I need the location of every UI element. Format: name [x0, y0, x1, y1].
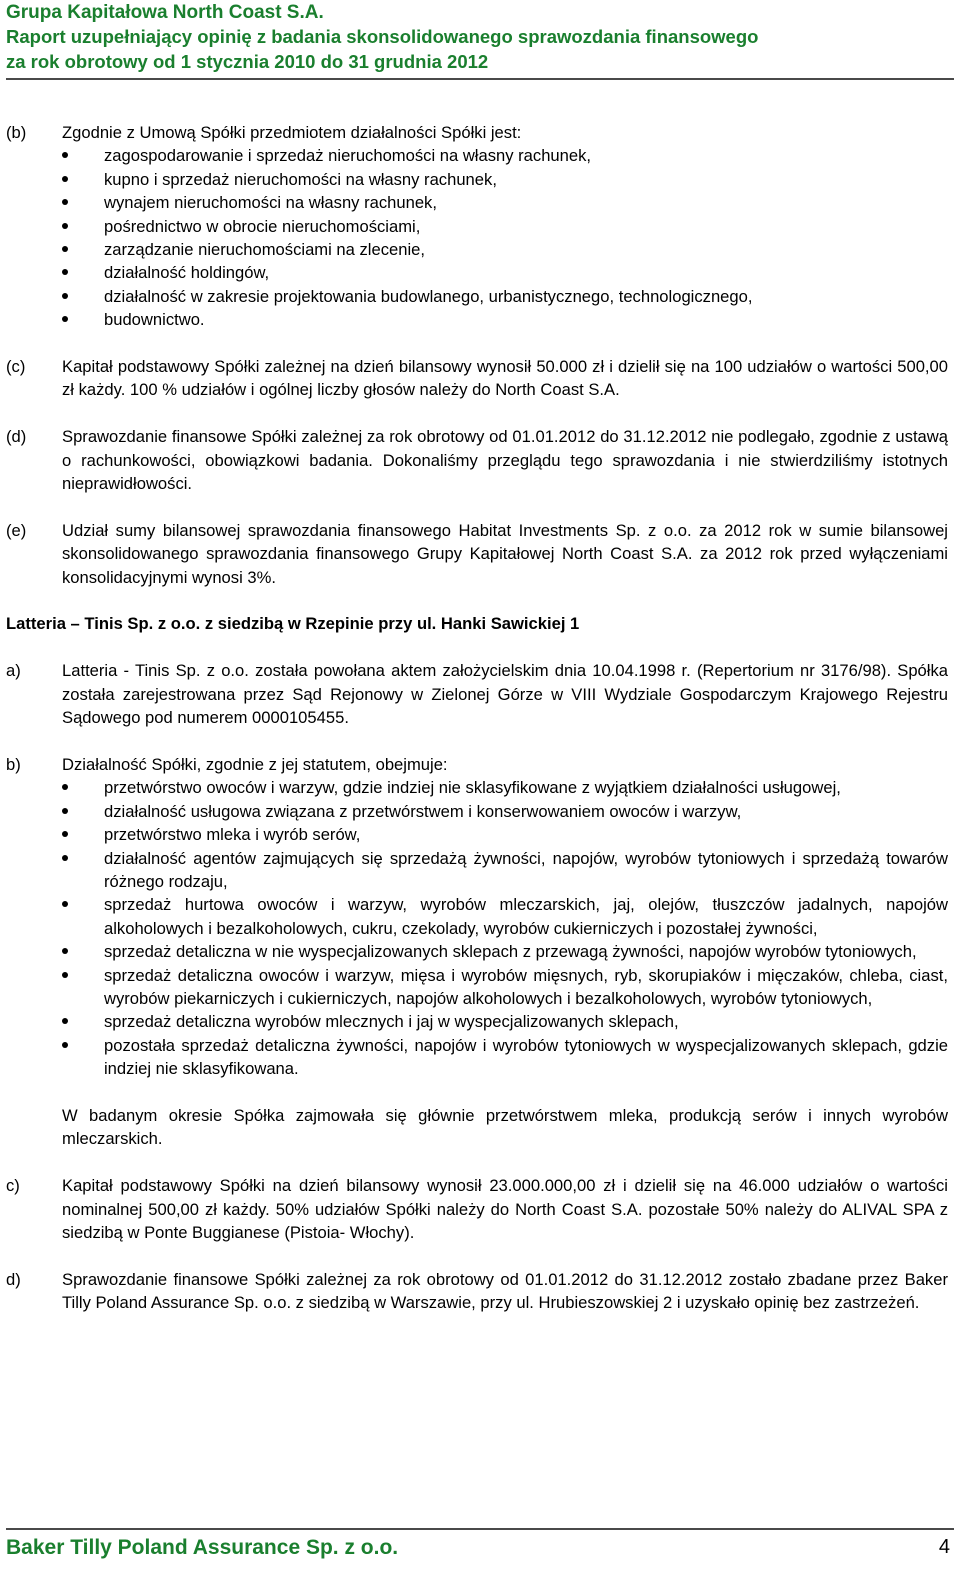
list-item: zarządzanie nieruchomościami na zlecenie,: [62, 238, 948, 261]
bullet-icon: [62, 972, 68, 978]
paragraph-b: [6, 121, 948, 332]
paragraph-text: Sprawozdanie finansowe Spółki zależnej za rok obrotowy od 01.01.2012 do 31.12.2012 zostało zbadane przez Baker Tilly Poland Assurance Sp. o.o. z siedzibą w Warszawie, przy ul. Hrubieszowskiej 2 i uzyskało opinię bez zastrzeżeń.: [62, 1269, 948, 1313]
paragraph-label: b): [6, 754, 21, 774]
list-item: działalność usługowa związana z przetwórstwem i konserwowaniem owoców i warzyw,: [62, 800, 948, 823]
list-item: pozostała sprzedaż detaliczna żywności, napojów i wyrobów tytoniowych w wyspecjalizowanych sklepach, gdzie indziej nie sklasyfikowana.: [62, 1034, 948, 1081]
list-item: budownictwo.: [62, 308, 948, 331]
footer-company: Baker Tilly Poland Assurance Sp. z o.o.: [6, 1536, 399, 1559]
paragraph-b2: [6, 753, 948, 1151]
list-item: działalność holdingów,: [62, 261, 948, 284]
paragraph-label: (e): [6, 520, 27, 540]
bullet-icon: [62, 855, 68, 861]
paragraph-c2: [6, 1174, 948, 1244]
paragraph-text: Udział sumy bilansowej sprawozdania finansowego Habitat Investments Sp. z o.o. za 2012 rok w sumie bilansowej skonsolidowanego sprawozdania finansowego Grupy Kapitałowej North Coast S.A. za 2012 rok przed wyłączeniami konsolidacyjnymi wynosi 3%.: [62, 520, 948, 587]
bullet-icon: [62, 901, 68, 907]
bullet-icon: [62, 293, 68, 299]
list-item: przetwórstwo owoców i warzyw, gdzie indziej nie sklasyfikowane z wyjątkiem działalności usługowej,: [62, 776, 948, 799]
document-body: [6, 118, 948, 1315]
bullet-list: [62, 776, 948, 1080]
paragraph-label: (b): [6, 123, 27, 142]
paragraph-intro: Działalność Spółki, zgodnie z jej statutem, obejmuje:: [62, 754, 448, 774]
paragraph-note: W badanym okresie Spółka zajmowała się głównie przetwórstwem mleka, produkcją serów i innych wyrobów mleczarskich.: [62, 1105, 948, 1149]
bullet-icon: [62, 246, 68, 252]
paragraph-text: Sprawozdanie finansowe Spółki zależnej za rok obrotowy od 01.01.2012 do 31.12.2012 nie podlegało, zgodnie z ustawą o rachunkowości, obowiązkowi badania. Dokonaliśmy przeglądu tego sprawozdania i nie stwierdziliśmy istotnych nieprawidłowości.: [62, 427, 948, 494]
paragraph-d: [6, 425, 948, 495]
header-company: Grupa Kapitałowa North Coast S.A.: [6, 2, 324, 23]
bullet-icon: [62, 176, 68, 182]
paragraph-label: c): [6, 1176, 20, 1196]
list-item: kupno i sprzedaż nieruchomości na własny rachunek,: [62, 168, 948, 191]
list-item: sprzedaż detaliczna wyrobów mlecznych i jaj w wyspecjalizowanych sklepach,: [62, 1010, 948, 1033]
paragraph-a: [6, 659, 948, 729]
paragraph-intro: Zgodnie z Umową Spółki przedmiotem działalności Spółki jest:: [62, 123, 522, 142]
bullet-icon: [62, 948, 68, 954]
paragraph-text: Kapitał podstawowy Spółki zależnej na dzień bilansowy wynosił 50.000 zł i dzielił się na 100 udziałów o wartości 500,00 zł każdy. 100 % udziałów i ogólnej liczby głosów należy do North Coast S.A.: [62, 357, 948, 400]
bullet-icon: [62, 223, 68, 229]
bullet-icon: [62, 316, 68, 322]
bullet-icon: [62, 808, 68, 814]
list-item: zagospodarowanie i sprzedaż nieruchomości na własny rachunek,: [62, 144, 948, 167]
section-title: Latteria – Tinis Sp. z o.o. z siedzibą w Rzepinie przy ul. Hanki Sawickiej 1: [6, 614, 580, 634]
bullet-icon: [62, 784, 68, 790]
list-item: przetwórstwo mleka i wyrób serów,: [62, 823, 948, 846]
paragraph-text: Kapitał podstawowy Spółki na dzień bilansowy wynosił 23.000.000,00 zł i dzielił się na 46.000 udziałów o wartości nominalnej 500,00 zł każdy. 50% udziałów Spółki należy do North Coast S.A. pozostałe 50% należy do ALIVAL SPA z siedzibą w Ponte Buggianese (Pistoia- Włochy).: [62, 1176, 948, 1242]
paragraph-text: Latteria - Tinis Sp. z o.o. została powołana aktem założycielskim dnia 10.04.1998 r. (Repertorium nr 3176/98). Spółka została zarejestrowana przez Sąd Rejonowy w Zielonej Górze w VIII Wydziale Gospodarczym Krajowego Rejestru Sądowego pod numerem 0000105455.: [62, 661, 948, 728]
paragraph-label: a): [6, 661, 21, 681]
bullet-icon: [62, 269, 68, 275]
bullet-icon: [62, 1042, 68, 1048]
bullet-list: [62, 144, 948, 331]
header-report-period: za rok obrotowy od 1 stycznia 2010 do 31 grudnia 2012: [6, 51, 489, 72]
bullet-icon: [62, 1018, 68, 1024]
paragraph-label: (d): [6, 427, 27, 447]
paragraph-d2: [6, 1268, 948, 1315]
paragraph-label: d): [6, 1269, 21, 1289]
page-number: 4: [938, 1536, 950, 1558]
bullet-icon: [62, 152, 68, 158]
header-report-title: Raport uzupełniający opinię z badania skonsolidowanego sprawozdania finansowego: [6, 26, 759, 47]
page-footer: [6, 1528, 954, 1559]
paragraph-c: [6, 355, 948, 402]
paragraph-e: [6, 519, 948, 589]
page-header: [6, 0, 954, 80]
paragraph-label: (c): [6, 357, 26, 377]
list-item: sprzedaż hurtowa owoców i warzyw, wyrobów mleczarskich, jaj, olejów, tłuszczów jadalnych, napojów alkoholowych i bezalkoholowych, cukru, czekolady, wyrobów cukierniczych i pozostałej żywności,: [62, 893, 948, 940]
bullet-icon: [62, 199, 68, 205]
list-item: sprzedaż detaliczna w nie wyspecjalizowanych sklepach z przewagą żywności, napojów wyrobów tytoniowych,: [62, 940, 948, 963]
list-item: działalność w zakresie projektowania budowlanego, urbanistycznego, technologicznego,: [62, 285, 948, 308]
list-item: wynajem nieruchomości na własny rachunek,: [62, 191, 948, 214]
list-item: sprzedaż detaliczna owoców i warzyw, mięsa i wyrobów mięsnych, ryb, skorupiaków i mięczaków, chleba, ciast, wyrobów piekarniczych i cukierniczych, napojów alkoholowych i bezalkoholowych, wyrobów tytoniowych,: [62, 964, 948, 1011]
list-item: działalność agentów zajmujących się sprzedażą żywności, napojów, wyrobów tytoniowych i sprzedażą towarów różnego rodzaju,: [62, 847, 948, 894]
list-item: pośrednictwo w obrocie nieruchomościami,: [62, 215, 948, 238]
bullet-icon: [62, 831, 68, 837]
